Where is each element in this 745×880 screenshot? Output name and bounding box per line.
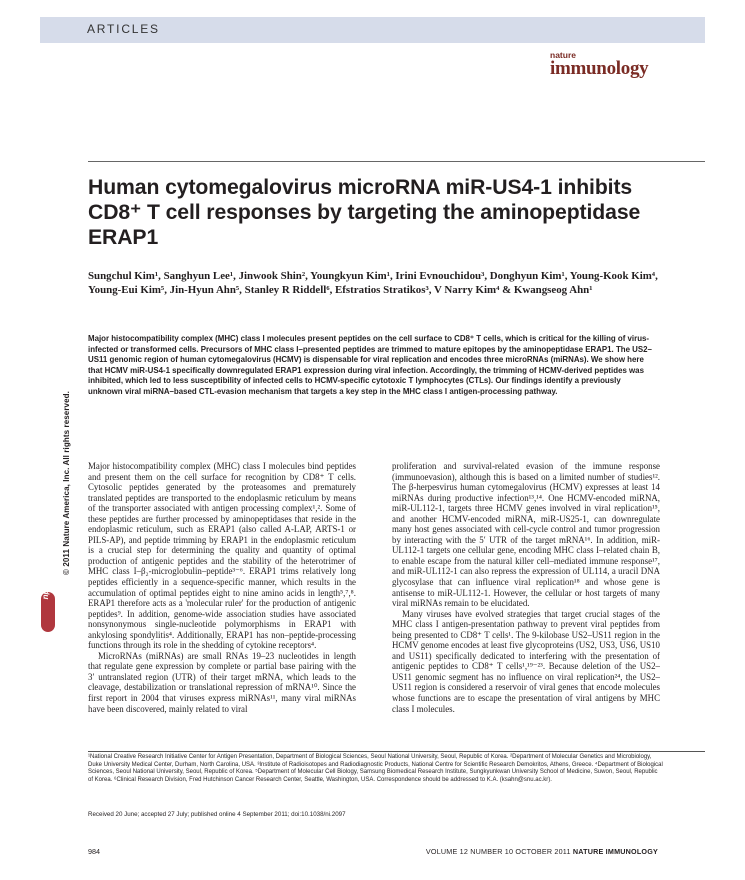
npg-logo: [41, 584, 55, 632]
title-rule: [88, 161, 705, 162]
journal-issue: [426, 847, 658, 856]
page-number: 984: [88, 847, 100, 856]
abstract: Major histocompatibility complex (MHC) class I molecules present peptides on the cell surface to CD8⁺ T cells, which is critical for the killing of virus-infected or transformed cells. Precursors of MHC class I–presented peptides are trimmed to mature epitopes by the aminopeptidase ERAP1. The US2–US11 genomic region of human cytomegalovirus (HCMV) is dispensable for viral replication and encodes three microRNAs (miRNAs). We show here that HCMV miR-US4-1 specifically downregulated ERAP1 expression during viral infection. Accordingly, the trimming of HCMV-derived peptides was inhibited, which led to less susceptibility of infected cells to HCMV-specific cytotoxic T lymphocytes (CTLs). Our findings identify a previously unknown viral miRNA–based CTL-evasion mechanism that targets a key step in the MHC class I antigen-processing pathway.: [88, 334, 652, 396]
section-label: ARTICLES: [87, 22, 160, 36]
page-footer: [88, 847, 658, 859]
paragraph: proliferation and survival-related evasion of the immune response (immunoevasion), although this is based on a limited number of studies¹². The β-herpesvirus human cytomegalovirus (HCMV) expresses at least 14 miRNAs during productive infection¹³,¹⁴. One HCMV-encoded miRNA, miR-UL112-1, targets three HCMV genes involved in viral replication¹⁵, and another HCMV-encoded miRNA, miR-US25-1, can downregulate many host genes associated with cell-cycle control and tumor progression by interacting with the 5′ UTR of the target mRNA¹⁶. In addition, miR-UL112-1 targets one cellular gene, encoding MHC class I–related chain B, to enable escape from the natural killer cell–mediated immune response¹⁷, and miR-UL112-1 can also repress the expression of UL114, a uracil DNA glycosylase that can influence viral replication¹⁸ and whose gene is antisense to miR-UL112-1. However, the cellular or host targets of many viral miRNAs remain to be elucidated.: [392, 461, 660, 609]
journal-logo: [550, 52, 648, 77]
body-column-right: [392, 461, 660, 714]
logo-line-1: nature: [550, 50, 576, 60]
copyright-sidebar: © 2011 Nature America, Inc. All rights reserved.: [62, 391, 71, 575]
npg-logo-text: npg: [41, 584, 50, 600]
body-column-left: [88, 461, 356, 714]
received-line: Received 20 June; accepted 27 July; published online 4 September 2011; doi:10.1038/ni.2097: [88, 811, 346, 818]
affiliations-footnote: ¹National Creative Research Initiative Center for Antigen Presentation, Department of Biological Sciences, Seoul National University, Seoul, Republic of Korea. ²Department of Molecular Genetics and Microbiology, Duke University Medical Center, Durham, North Carolina, USA. ³Institute of Radioisotopes and Radiodiagnostic Products, National Centre for Scientific Research Demokritos, Athens, Greece. ⁴Department of Biological Sciences, Seoul National University, Seoul, Republic of Korea. ⁵Department of Molecular Cell Biology, Samsung Biomedical Research Institute, Sungkyunkwan University School of Medicine, Suwon, Seoul, Republic of Korea. ⁶Clinical Research Division, Fred Hutchinson Cancer Research Center, Seattle, Washington, USA. Correspondence should be addressed to K.A. (ksahn@snu.ac.kr).: [88, 754, 663, 783]
footnote-rule: [88, 751, 705, 752]
paragraph: Many viruses have evolved strategies that target crucial stages of the MHC class I antigen-presentation pathway to prevent viral peptides from being presented to CD8⁺ T cells¹. The 9-kilobase US2–US11 region in the HCMV genome encodes at least five glycoproteins (US2, US3, US6, US10 and US11) specifically dedicated to interfering with the presentation of antigenic peptides to CD8⁺ T cells¹,¹⁹⁻²³. Because deletion of the US2–US11 genomic segment has no influence on viral replication²⁴, the US2–US11 region is considered a reservoir of viral genes that encode molecules whose functions are to escape the presentation of viral antigens by MHC class I molecules.: [392, 608, 660, 714]
volume-info: VOLUME 12 NUMBER 10 OCTOBER 2011: [425, 847, 571, 856]
journal-name: NATURE IMMUNOLOGY: [572, 847, 658, 856]
paragraph: MicroRNAs (miRNAs) are small RNAs 19–23 nucleotides in length that regulate gene expression by complete or partial base pairing with the 3′ untranslated region (UTR) of their target mRNA, which leads to the cleavage, destabilization or translational repression of mRNA¹⁰. Since the first report in 2004 that viruses express miRNAs¹¹, many viral miRNAs have been discovered, mainly related to viral: [88, 650, 356, 714]
section-band: [40, 17, 705, 43]
paragraph: Major histocompatibility complex (MHC) class I molecules bind peptides and present them on the cell surface for recognition by CD8⁺ T cells. Cytosolic peptides generated by the proteasomes and prematurely translated peptides are transported to the endoplasmic reticulum by means of the transporter associated with antigen processing complex¹,². Some of these peptides are further processed by aminopeptidases that reside in the endoplasmic reticulum, such as ERAP1 (also called A-LAP, ARTS-1 or PILS-AP), and peptide trimming by ERAP1 in the endoplasmic reticulum is a crucial step for determining the quality and quantity of optimal production of antigenic peptides and the stability of the heterotrimer of MHC class I–β₂-microglobulin–peptide³⁻⁶. ERAP1 trims relatively long peptides efficiently in a sequence-specific manner, which results in the accumulation of optimal peptides eight to nine amino acids in length⁵,⁷,⁸. ERAP1 therefore acts as a 'molecular ruler' for the production of antigenic peptides⁹. In addition, genome-wide association studies have associated nonsynonymous single-nucleotide polymorphisms in ERAP1 with ankylosing spondylitis⁴. Additionally, ERAP1 has non–peptide-processing functions through its role in the shedding of cytokine receptors⁴.: [88, 461, 356, 651]
logo-line-2: immunology: [550, 57, 649, 79]
article-title: Human cytomegalovirus microRNA miR-US4-1 inhibits CD8⁺ T cell responses by targeting the aminopeptidase ERAP1: [88, 176, 641, 249]
author-list: Sungchul Kim¹, Sanghyun Lee¹, Jinwook Shin², Youngkyun Kim¹, Irini Evnouchidou³, Donghyun Kim¹, Young-Kook Kim⁴, Young-Eui Kim⁵, Jin-Hyun Ahn⁵, Stanley R Riddell⁶, Efstratios Stratikos³, V Narry Kim⁴ & Kwangseog Ahn¹: [88, 270, 658, 296]
